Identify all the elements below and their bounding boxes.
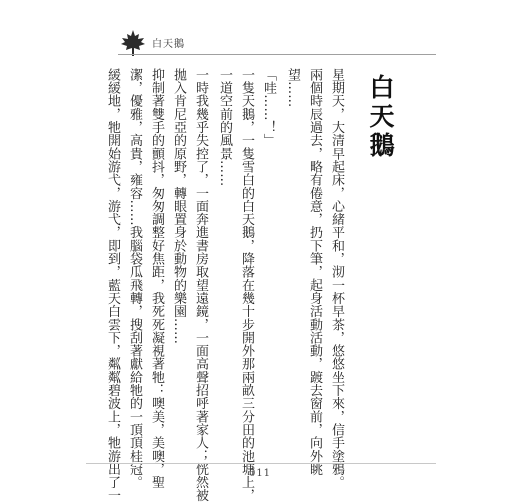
footer-divider (86, 463, 436, 464)
text-column: 緩緩地，牠開始游弋，游弋，即到，藍天白雲下，粼粼碧波上，牠游出了一 (105, 68, 120, 502)
text-column: 一道空前的風景…… (217, 68, 232, 187)
text-column: 「哇……！」 (261, 68, 276, 147)
running-header (118, 32, 448, 52)
text-column: 望…… (285, 68, 300, 108)
header-divider (118, 54, 436, 55)
text-column: 星期天，大清早起床，心緒平和，沏一杯早茶，悠悠坐下來，信手塗鴉。 (329, 68, 344, 489)
text-column: 一隻天鵝，一隻雪白的白天鵝，降落在幾十步開外那兩畝三分田的池塘上， (239, 68, 254, 502)
text-column: 拋入肯尼亞的原野，轉眼置身於動物的樂園…… (171, 68, 186, 345)
text-column: 兩個時辰過去，略有倦意，扔下筆，起身活動活動，踱去窗前，向外眺 (307, 68, 322, 476)
column-spacer (280, 68, 281, 432)
text-column: 潔，優雅，高貴，雍容……我腦袋瓜飛轉，搜刮著獻給牠的一頂頂桂冠。 (127, 68, 142, 489)
page-number: 011 (248, 468, 272, 479)
text-column: 一時我幾乎失控了，一面奔進書房取望遠鏡，一面高聲招呼著家人；恍然被 (193, 68, 208, 502)
text-column: 抑制著雙手的顫抖，匆匆調整好焦距，我死死凝視著牠：噢美，美噢，聖 (149, 68, 164, 489)
chapter-mark: 白天鵝 (152, 39, 185, 50)
column-spacer (212, 68, 213, 432)
essay-title: 白天鵝 (366, 74, 395, 161)
